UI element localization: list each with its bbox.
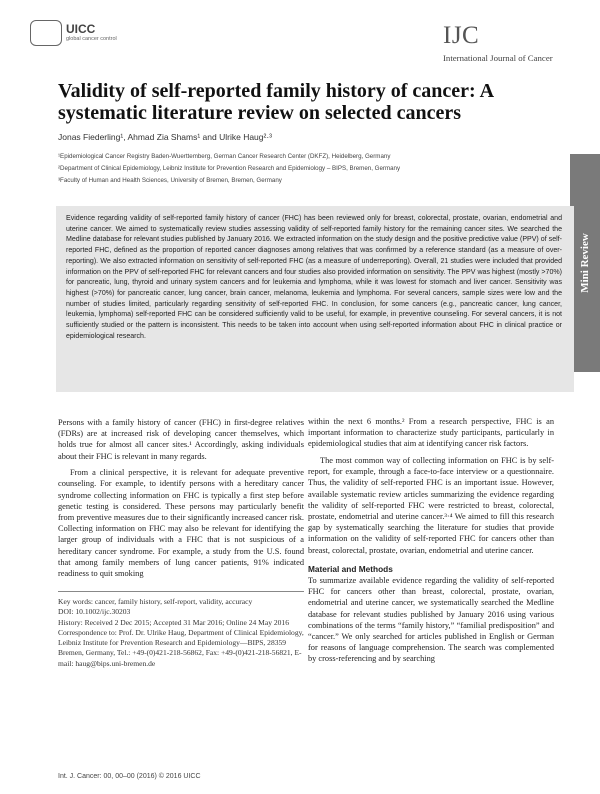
uicc-logo (30, 20, 140, 50)
affiliation-3: ³Faculty of Human and Health Sciences, University of Bremen, Bremen, Germany (58, 177, 282, 184)
journal-abbreviation: IJC (443, 22, 480, 49)
article-metadata (58, 597, 304, 669)
uicc-logo-name: UICC (66, 22, 96, 36)
section-tab (570, 154, 600, 372)
methods-heading: Material and Methods (308, 563, 393, 574)
intro-paragraph-4: The most common way of collecting information on FHC is by self-report, for example, through a face-to-face interview or a questionnaire. Thus, the validity of self-reported FHC is an important issue. However, available systematic review articles summarizing the evidence regarding the validity of self-reported FHC were restricted to breast, colorectal, prostate, endometrial and uterine cancer.³·⁴ We aimed to fill this research gap by systematically searching the literature for studies that provide information on the validity of self-reported FHC for cancers other than breast, colorectal, prostate, ovarian, endometrial and uterine cancer. (308, 456, 554, 555)
correspondence: Correspondence to: Prof. Dr. Ulrike Haug, Department of Clinical Epidemiology, Leibniz Institute for Prevention Research and Epidemiology—BIPS, 28359 Bremen, Germany, Tel.: +49-(0)421-218-56862, Fax: +49-(0)421-218-56821, E-mail: haug@bips.uni-bremen.de (58, 627, 304, 668)
article-title: Validity of self-reported family history of cancer: A systematic literature review on selected cancers (58, 80, 493, 124)
affiliation-1: ¹Epidemiological Cancer Registry Baden-Wuerttemberg, German Cancer Research Center (DKFZ), Heidelberg, Germany (58, 153, 391, 160)
uicc-logo-mark (30, 20, 62, 46)
journal-name: International Journal of Cancer (443, 53, 553, 63)
section-tab-label: Mini Review (579, 233, 591, 293)
affiliation-2: ²Department of Clinical Epidemiology, Leibniz Institute for Prevention Research and Epidemiology – BIPS, Bremen, Germany (58, 165, 401, 172)
intro-paragraph-1: Persons with a family history of cancer (FHC) in first-degree relatives (FDRs) are at increased risk of developing cancer themselves, which holds true for almost all cancer sites.¹ Accordingly, asking individuals about their FHC is relevant in many regards. (58, 418, 304, 461)
abstract-box (56, 206, 574, 392)
right-column (308, 416, 554, 664)
footnote-divider (58, 591, 304, 592)
intro-paragraph-2: From a clinical perspective, it is relevant for adequate preventive counseling. For example, to identify persons with a hereditary cancer syndrome collecting information on FHC is typically a first step before genetic testing is considered. These persons may particularly benefit from preventive measures due to their significantly increased cancer risk. Collecting information on FHC may also be relevant for identifying the larger group of individuals with a FHC that is not suspicious of a hereditary cancer syndrome. For example, a study from the U.S. found that among family members of lung cancer patients, 91% indicated readiness to quit smoking (58, 468, 304, 578)
author-list: Jonas Fiederling¹, Ahmad Zia Shams¹ and Ulrike Haug²·³ (58, 132, 273, 142)
abstract-text: Evidence regarding validity of self-reported family history of cancer (FHC) has been reviewed only for breast, colorectal, prostate, ovarian, endometrial and uterine cancer. We aimed to systematically review studies assessing validity of self-reported family history for the remaining cancer sites. We searched the Medline database for relevant studies published by January 2016. We extracted information on the study design and the positive predictive value (PPV) of self-reported FHC, defined as the proportion of reported cancer diagnoses among relatives that was confirmed by a reference standard (as a measure of over-reporting). We also extracted information on sensitivity of self-reported FHC (as a measure of underreporting). Overall, 21 studies were included that provided information on the PPV of self-reported FHC for relevant cancers and four studies also provided information on sensitivity. The PPV was highest (mostly >70%) for pancreatic, lung, thyroid and urinary system cancers and for leukemia and lymphoma, while it was lowest for stomach and liver cancer. Sensitivity was highest (>70%) for pancreatic cancer, lung cancer, brain cancer, melanoma, leukemia and lymphoma. For several cancers, sample sizes were low and the number of studies limited, particularly regarding sensitivity of self-reported FHC. In conclusion, for some cancers (e.g., pancreatic cancer, lung cancer, leukemia, lymphoma) self-reported FHC can be considered sufficiently valid to be useful, for example, in preventive counseling. For several cancers, it is not sufficiently studied or the pattern is inconsistent. This needs to be taken into account when using self-reported information about FHC in clinical practice or epidemiological research. (66, 215, 562, 340)
intro-paragraph-3: within the next 6 months.² From a research perspective, FHC is an important information to characterize study participants, particularly in epidemiological studies that aim at identifying cancer risk factors. (308, 417, 554, 449)
methods-paragraph-1: To summarize available evidence regarding the validity of self-reported FHC for cancers other than breast, colorectal, prostate, ovarian, endometrial and uterine cancer, we systematically searched the Medline database for relevant studies published by January 2016 using various combinations of the terms “family history,” “familial predisposition” and “cancer.” We only searched for articles published in English or German for reasons of language comprehension. The search was complemented by cross-referencing and by searching (308, 575, 554, 664)
uicc-logo-tagline: global cancer control (66, 36, 117, 42)
page-footer: Int. J. Cancer: 00, 00–00 (2016) © 2016 UICC (58, 773, 201, 780)
keywords: Key words: cancer, family history, self-report, validity, accuracy (58, 597, 253, 606)
doi: DOI: 10.1002/ijc.30203 (58, 607, 131, 617)
history: History: Received 2 Dec 2015; Accepted 31 Mar 2016; Online 24 May 2016 (58, 617, 289, 627)
left-column (58, 417, 304, 579)
